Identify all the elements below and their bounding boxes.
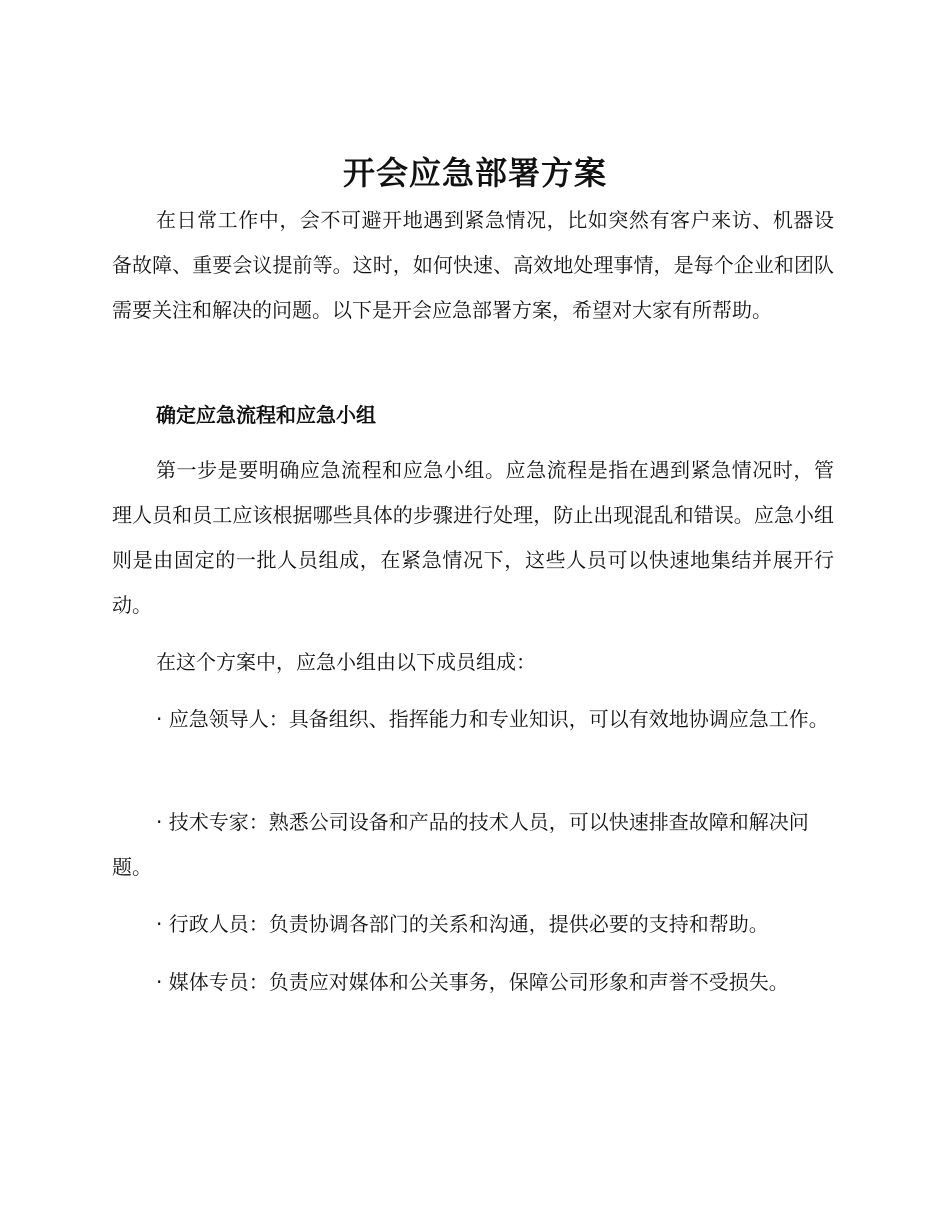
section-paragraph: 第一步是要明确应急流程和应急小组。应急流程是指在遇到紧急情况时，管理人员和员工应该根据哪些具体的步骤进行处理，防止出现混乱和错误。应急小组则是由固定的一批人员组成，在紧急情况下，这些人员可以快速地集结并展开行动。 (112, 458, 834, 617)
intro-paragraph: 在日常工作中，会不可避开地遇到紧急情况，比如突然有客户来访、机器设备故障、重要会议提前等。这时，如何快速、高效地处理事情，是每个企业和团队需要关注和解决的问题。以下是开会应急部署方案，希望对大家有所帮助。 (112, 208, 834, 322)
list-item: · 媒体专员：负责应对媒体和公关事务，保障公司形象和声誉不受损失。 (156, 970, 789, 994)
list-item: · 应急领导人：具备组织、指挥能力和专业知识，可以有效地协调应急工作。 (156, 707, 829, 731)
list-item: · 技术专家：熟悉公司设备和产品的技术人员，可以快速排查故障和解决问题。 (112, 810, 809, 879)
list-item: · 行政人员：负责协调各部门的关系和沟通，提供必要的支持和帮助。 (156, 912, 769, 936)
members-intro: 在这个方案中，应急小组由以下成员组成： (156, 650, 536, 674)
document-title: 开会应急部署方案 (342, 154, 607, 192)
section-heading: 确定应急流程和应急小组 (156, 403, 376, 427)
